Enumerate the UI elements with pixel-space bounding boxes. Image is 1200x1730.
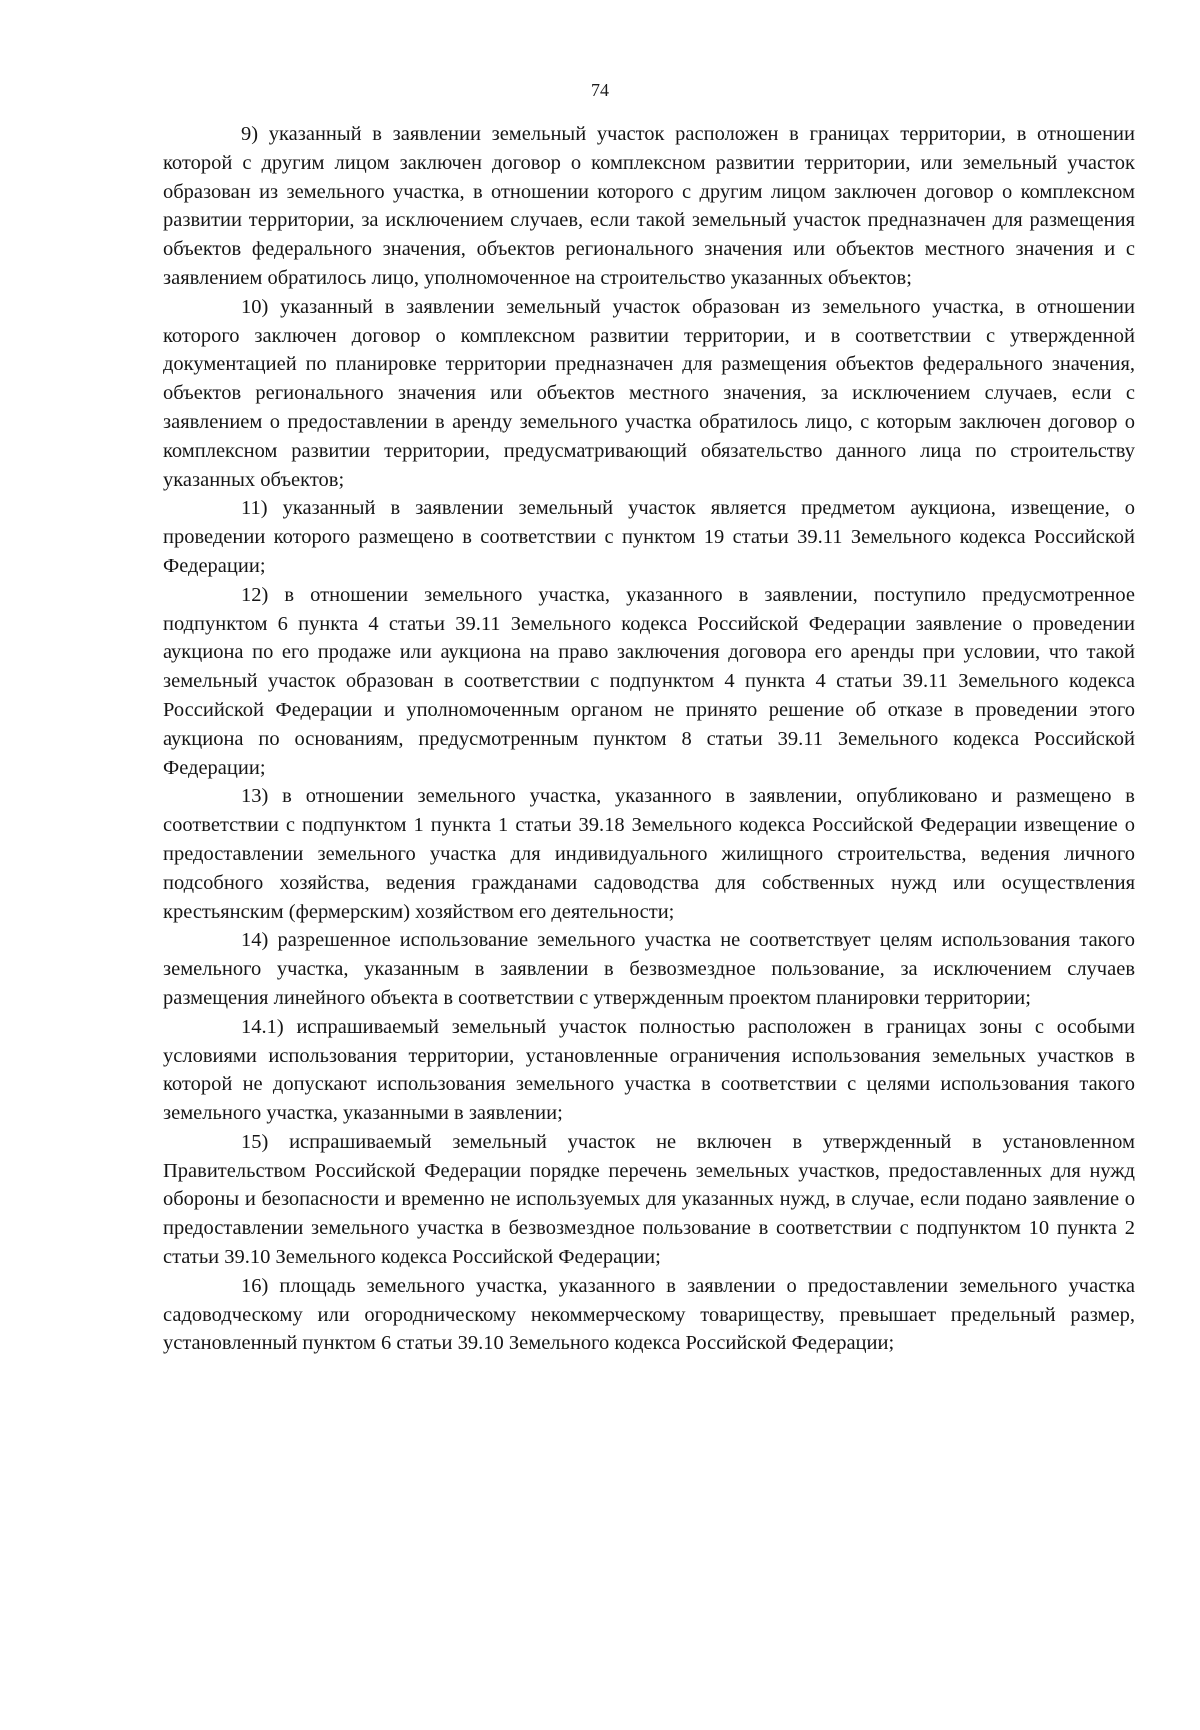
paragraph-item-13: 13) в отношении земельного участка, указанного в заявлении, опубликовано и размещено в соответствии с подпунктом 1 пункта 1 статьи 39.18 Земельного кодекса Российской Федерации извещение о предоставлении земельного участка для индивидуального жилищного строительства, ведения личного подсобного хозяйства, ведения гражданами садоводства для собственных нужд или осуществления крестьянским (фермерским) хозяйством его деятельности; bbox=[163, 785, 1135, 923]
document-body bbox=[163, 120, 1135, 1358]
paragraph-item-14: 14) разрешенное использование земельного участка не соответствует целям использования такого земельного участка, указанным в заявлении в безвозмездное пользование, за исключением случаев размещения линейного объекта в соответствии с утвержденным проектом планировки территории; bbox=[163, 929, 1135, 1009]
paragraph-item-9: 9) указанный в заявлении земельный участок расположен в границах территории, в отношении которой с другим лицом заключен договор о комплексном развитии территории, или земельный участок образован из земельного участка, в отношении которого с другим лицом заключен договор о комплексном развитии территории, за исключением случаев, если такой земельный участок предназначен для размещения объектов федерального значения, объектов регионального значения или объектов местного значения и с заявлением обратилось лицо, уполномоченное на строительство указанных объектов; bbox=[163, 123, 1135, 289]
paragraph-item-12: 12) в отношении земельного участка, указанного в заявлении, поступило предусмотренное подпунктом 6 пункта 4 статьи 39.11 Земельного кодекса Российской Федерации заявление о проведении аукциона по его продаже или аукциона на право заключения договора его аренды при условии, что такой земельный участок образован в соответствии с подпунктом 4 пункта 4 статьи 39.11 Земельного кодекса Российской Федерации и уполномоченным органом не принято решение об отказе в проведении этого аукциона по основаниям, предусмотренным пунктом 8 статьи 39.11 Земельного кодекса Российской Федерации; bbox=[163, 583, 1135, 779]
paragraph-item-11: 11) указанный в заявлении земельный участок является предметом аукциона, извещение, о проведении которого размещено в соответствии с пунктом 19 статьи 39.11 Земельного кодекса Российской Федерации; bbox=[163, 497, 1135, 577]
paragraph-item-10: 10) указанный в заявлении земельный участок образован из земельного участка, в отношении которого заключен договор о комплексном развитии территории, и в соответствии с утвержденной документацией по планировке территории предназначен для размещения объектов федерального значения, объектов регионального значения или объектов местного значения, за исключением случаев, если с заявлением о предоставлении в аренду земельного участка обратилось лицо, с которым заключен договор о комплексном развитии территории, предусматривающий обязательство данного лица по строительству указанных объектов; bbox=[163, 295, 1135, 491]
page-number: 74 bbox=[591, 80, 609, 100]
paragraph-item-15: 15) испрашиваемый земельный участок не включен в утвержденный в установленном Правительством Российской Федерации порядке перечень земельных участков, предоставленных для нужд обороны и безопасности и временно не используемых для указанных нужд, в случае, если подано заявление о предоставлении земельного участка в безвозмездное пользование в соответствии с подпунктом 10 пункта 2 статьи 39.10 Земельного кодекса Российской Федерации; bbox=[163, 1130, 1135, 1269]
paragraph-item-16: 16) площадь земельного участка, указанного в заявлении о предоставлении земельного участка садоводческому или огородническому некоммерческому товариществу, превышает предельный размер, установленный пунктом 6 статьи 39.10 Земельного кодекса Российской Федерации; bbox=[163, 1274, 1135, 1355]
paragraph-item-14-1: 14.1) испрашиваемый земельный участок полностью расположен в границах зоны с особыми условиями использования территории, установленные ограничения использования земельных участков в которой не допускают использования земельного участка в соответствии с целями использования такого земельного участка, указанными в заявлении; bbox=[163, 1015, 1135, 1125]
